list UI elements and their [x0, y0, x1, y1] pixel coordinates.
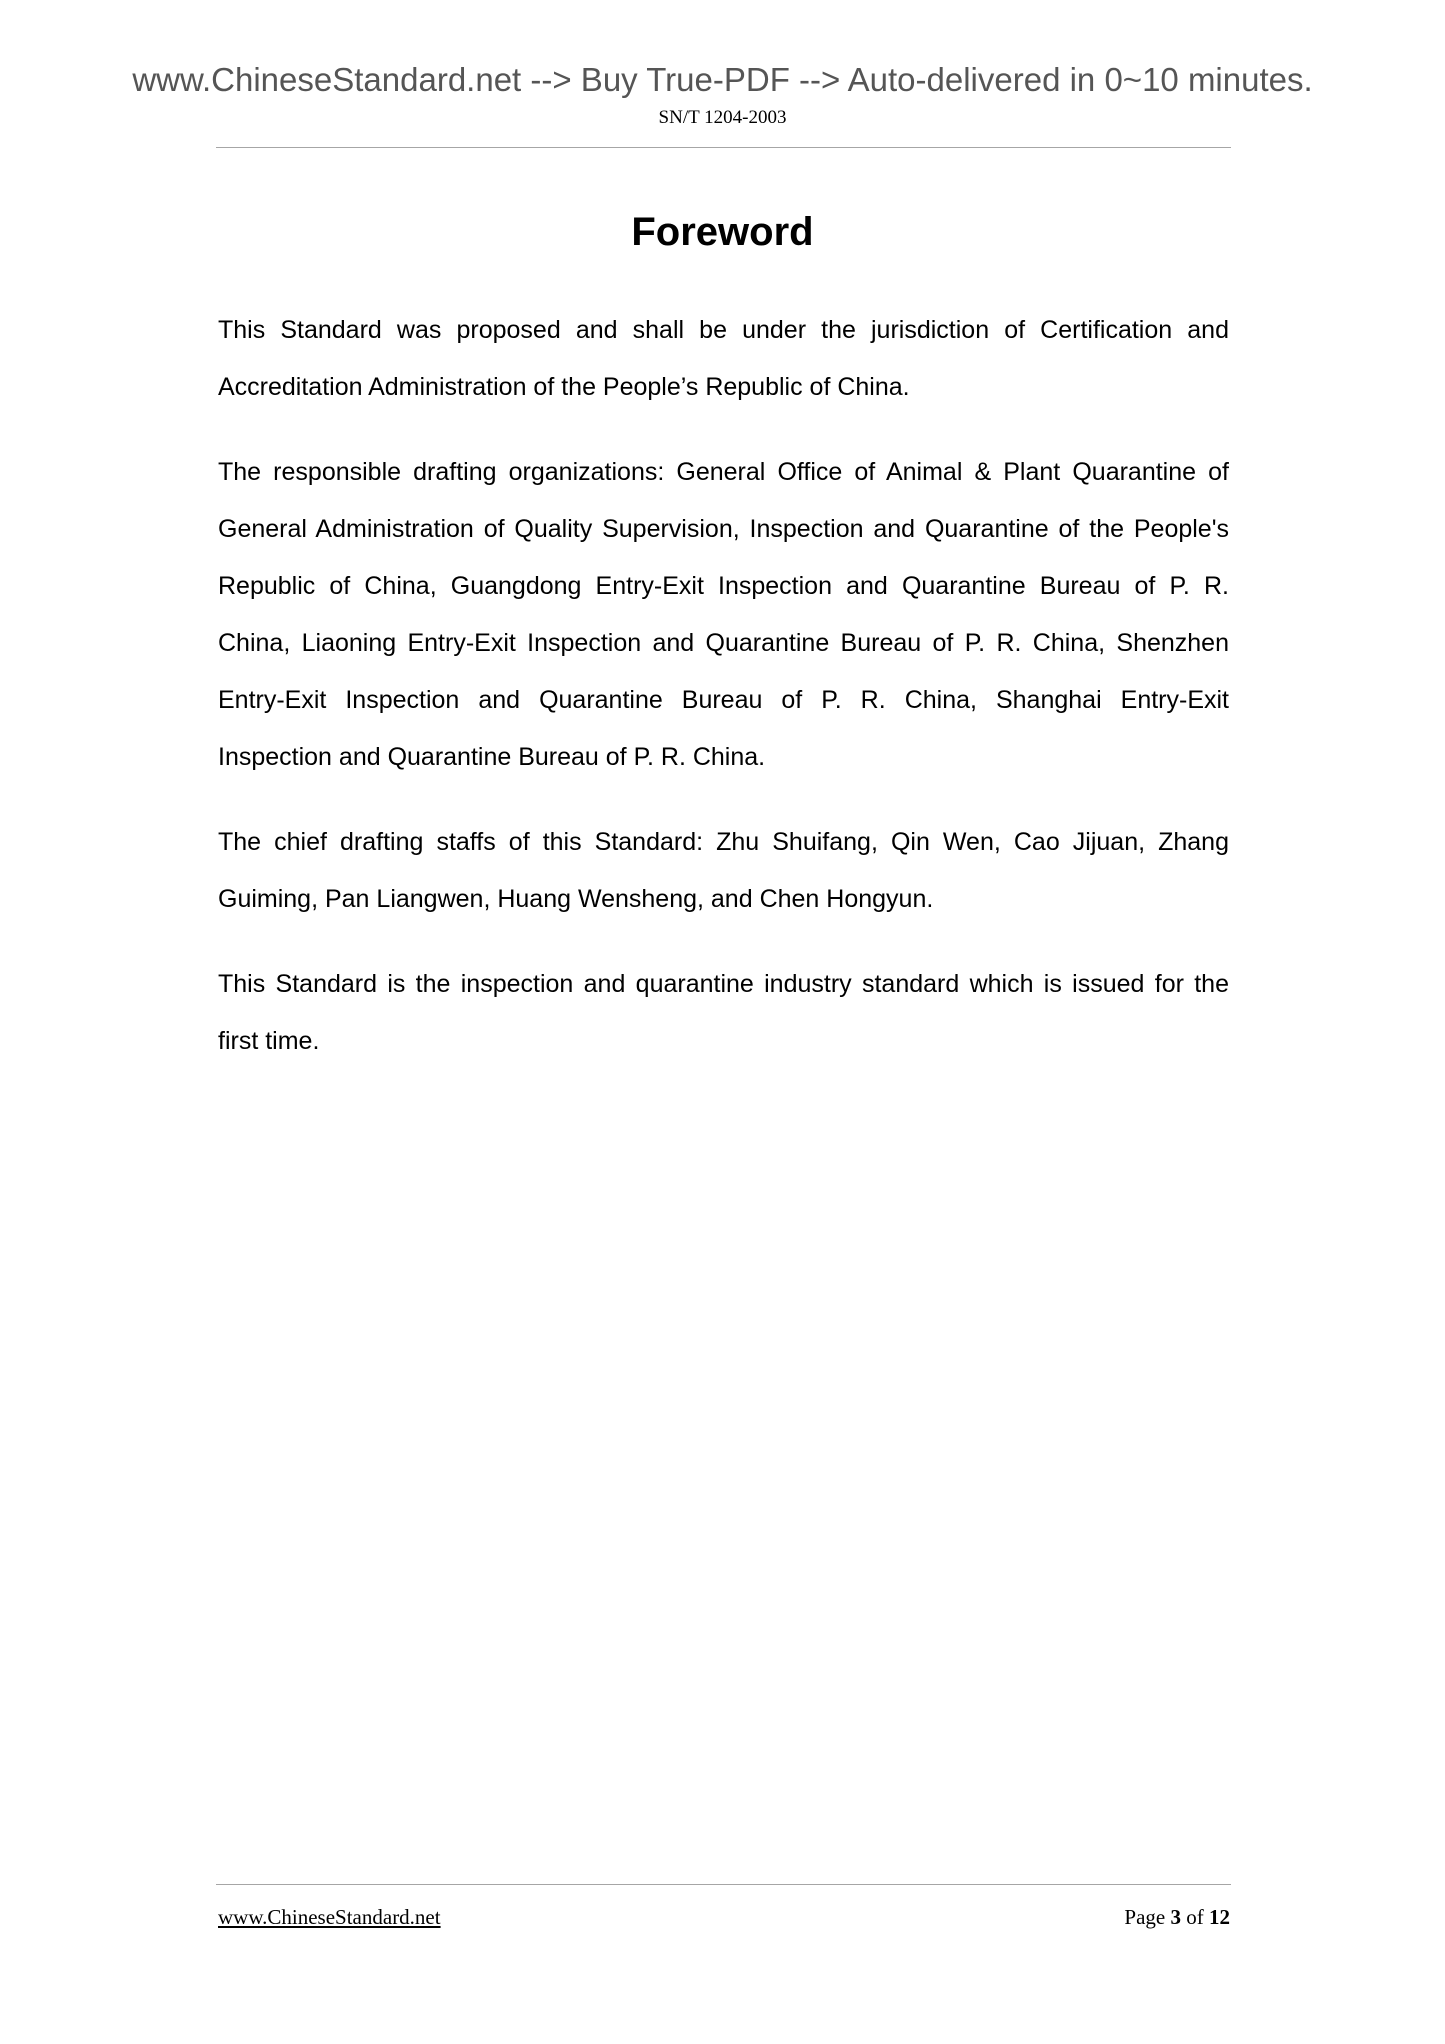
page-total: 12 [1209, 1905, 1230, 1929]
paragraph-drafting-staff: The chief drafting staffs of this Standard: Zhu Shuifang, Qin Wen, Cao Jijuan, Zhang Guiming, Pan Liangwen, Huang Wensheng, and Chen Hongyun. [218, 828, 1229, 913]
header-divider [216, 147, 1231, 148]
promo-banner: www.ChineseStandard.net --> Buy True-PDF --> Auto-delivered in 0~10 minutes. [132, 61, 1313, 98]
document-code: SN/T 1204-2003 [658, 107, 787, 128]
page-number [1124, 1903, 1230, 1931]
page-current: 3 [1170, 1905, 1181, 1929]
paragraph-drafting-organizations: The responsible drafting organizations: General Office of Animal & Plant Quarantine of General Administration of Quality Supervision, Inspection and Quarantine of the People's Republic of China, Guangdong Entry-Exit Inspection and Quarantine Bureau of P. R. China, Liaoning Entry-Exit Inspection and Quarantine Bureau of P. R. China, Shenzhen Entry-Exit Inspection and Quarantine Bureau of P. R. China, Shanghai Entry-Exit Inspection and Quarantine Bureau of P. R. China. [218, 458, 1229, 771]
foreword-body [218, 302, 1229, 1098]
footer-website-link[interactable]: www.ChineseStandard.net [218, 1905, 441, 1929]
page-title: Foreword [631, 210, 814, 254]
footer-divider [216, 1884, 1231, 1885]
page-label: Page [1124, 1905, 1166, 1929]
paragraph-issue-note: This Standard is the inspection and quarantine industry standard which is issued for the first time. [218, 970, 1229, 1055]
page-of-label: of [1186, 1905, 1204, 1929]
paragraph-jurisdiction: This Standard was proposed and shall be under the jurisdiction of Certification and Accreditation Administration of the People’s Republic of China. [218, 316, 1229, 401]
